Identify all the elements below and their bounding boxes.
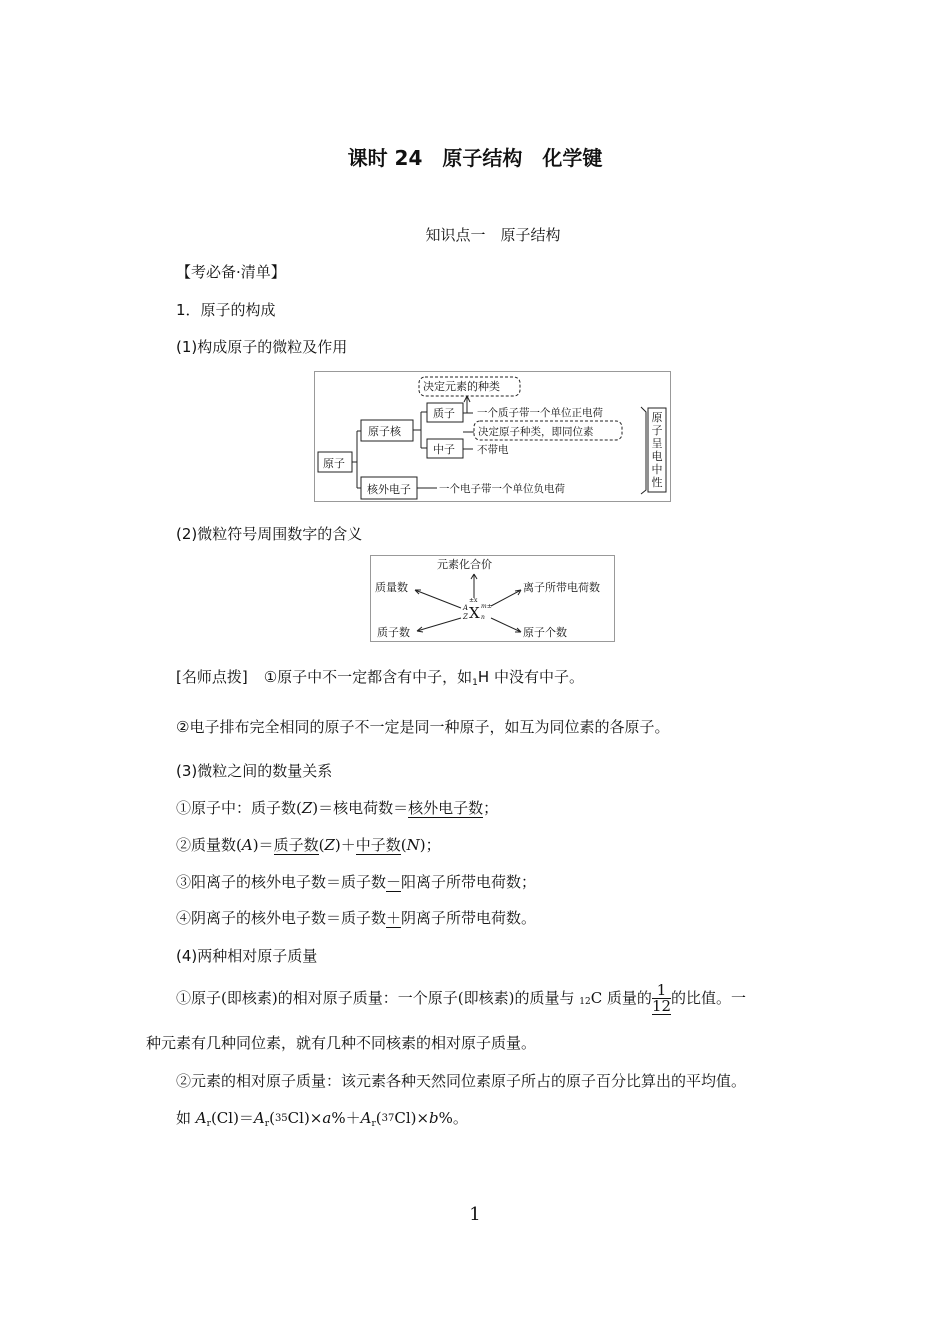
relation-4 xyxy=(176,907,536,928)
relation-3 xyxy=(176,871,536,892)
rel-text: ( xyxy=(400,836,407,854)
heading-1-2: (2)微粒符号周围数字的含义 xyxy=(176,525,363,543)
eq-sub-r: r xyxy=(371,1119,376,1129)
rel-answer: ＋ xyxy=(386,909,402,927)
rel-text: )＝核电荷数＝ xyxy=(312,799,409,817)
electron-charge-label: 一个电子带一个单位负电荷 xyxy=(439,483,565,495)
tip-line-1 xyxy=(176,666,584,688)
nucleus-label: 原子核 xyxy=(368,425,401,438)
eq-sub-r: r xyxy=(264,1119,270,1129)
rel-answer: 核外电子数 xyxy=(408,799,484,817)
var-a: A xyxy=(241,836,253,854)
relation-2 xyxy=(176,834,441,855)
section-heading: 知识点一 原子结构 xyxy=(425,226,561,244)
symbol-notation-diagram xyxy=(371,556,614,641)
mass-term: 即核素 xyxy=(463,989,509,1007)
isotope-prefix: 12 xyxy=(579,997,591,1007)
rel-text: 阳离子所带电荷数； xyxy=(401,873,537,891)
atom-structure-figure xyxy=(314,371,671,502)
eq-text: %。 xyxy=(438,1109,468,1127)
eq-text: 如 xyxy=(176,1109,196,1127)
eq-text: Cl)× xyxy=(394,1109,430,1127)
relation-1 xyxy=(176,797,498,818)
page-number: 1 xyxy=(469,1204,481,1225)
eq-sub-r: r xyxy=(206,1119,211,1129)
var-a: a xyxy=(322,1109,332,1127)
fraction-one-twelfth xyxy=(652,983,671,1015)
fraction-denominator: 12 xyxy=(651,997,672,1015)
rel-text: ( xyxy=(318,836,325,854)
isotope-prefix: 37 xyxy=(381,1113,395,1124)
proton-charge-label: 一个质子带一个单位正电荷 xyxy=(477,407,603,419)
fraction-numerator: 1 xyxy=(652,983,671,999)
neutron-label: 中子 xyxy=(433,443,455,456)
symbol-mass: A xyxy=(463,604,469,612)
isotope-prefix: 35 xyxy=(274,1113,288,1124)
neutral-char: 原 xyxy=(651,411,663,424)
neutral-char: 呈 xyxy=(651,437,663,450)
var-z: Z xyxy=(301,799,313,817)
symbol-valence: ±x xyxy=(469,597,478,604)
symbol-proton: Z xyxy=(463,613,468,621)
symbol-charge: m± xyxy=(481,603,492,610)
atom-label: 原子 xyxy=(323,457,345,470)
mass-number-label: 质量数 xyxy=(375,581,408,594)
var-b: b xyxy=(429,1109,439,1127)
symbol-element: X xyxy=(469,604,480,622)
decide-atom-label: 决定原子种类，即同位素 xyxy=(478,426,594,438)
neutral-char: 性 xyxy=(651,476,663,489)
mass-paragraph-1-cont: 种元素有几种同位素，就有几种不同核素的相对原子质量。 xyxy=(146,1034,537,1052)
tip-text-1a: ①原子中不一定都含有中子，如 xyxy=(263,668,473,686)
eq-text: ( xyxy=(269,1109,275,1127)
tip-label: [名师点拨] xyxy=(176,668,248,686)
rel-text: )＝ xyxy=(252,836,274,854)
heading-1-1: (1)构成原子的微粒及作用 xyxy=(176,338,348,356)
symbol-notation-figure xyxy=(370,555,615,642)
rel-answer: － xyxy=(386,873,402,891)
mass-text: C 质量的 xyxy=(590,989,652,1007)
mass-text: ①原子( xyxy=(176,989,227,1007)
mass-text: 的比值。一 xyxy=(671,989,747,1007)
rel-text: )； xyxy=(419,836,441,854)
electrons-label: 核外电子 xyxy=(367,483,411,496)
rel-text: ④阴离子的核外电子数＝质子数 xyxy=(176,909,387,927)
eq-ar: A xyxy=(195,1109,207,1127)
decide-element-label: 决定元素的种类 xyxy=(423,380,500,393)
mass-text: )的质量与 xyxy=(508,989,580,1007)
atom-count-label: 原子个数 xyxy=(523,626,567,639)
symbol-count: n xyxy=(481,614,485,621)
eq-text: Cl)× xyxy=(287,1109,323,1127)
no-charge-label: 不带电 xyxy=(477,444,509,456)
neutral-char: 子 xyxy=(651,424,663,437)
mass-term: 即核素 xyxy=(226,989,272,1007)
mass-paragraph-2: ②元素的相对原子质量：该元素各种天然同位素原子所占的原子百分比算出的平均值。 xyxy=(176,1072,747,1090)
tip-line-2: ②电子排布完全相同的原子不一定是同一种原子，如互为同位素的各原子。 xyxy=(176,718,670,736)
neutral-char: 中 xyxy=(651,463,663,476)
mass-equation xyxy=(176,1107,468,1129)
rel-answer: 中子数 xyxy=(355,836,401,854)
rel-text: )＋ xyxy=(334,836,356,854)
eq-ar: A xyxy=(253,1109,265,1127)
rel-text: ； xyxy=(483,799,499,817)
proton-number-label: 质子数 xyxy=(377,626,410,639)
ion-charge-label: 离子所带电荷数 xyxy=(523,581,600,594)
eq-text: %＋ xyxy=(331,1109,361,1127)
atom-structure-diagram xyxy=(315,372,670,501)
heading-1-4: (4)两种相对原子质量 xyxy=(176,947,318,965)
mass-paragraph-1 xyxy=(176,983,746,1015)
rel-text: ③阳离子的核外电子数＝质子数 xyxy=(176,873,387,891)
mass-text: )的相对原子质量：一个原子( xyxy=(271,989,464,1007)
valence-label: 元素化合价 xyxy=(437,558,492,571)
rel-answer: 质子数 xyxy=(273,836,319,854)
var-z: Z xyxy=(324,836,335,854)
proton-label: 质子 xyxy=(433,407,455,420)
heading-1-3: (3)微粒之间的数量关系 xyxy=(176,762,333,780)
heading-1: 1．原子的构成 xyxy=(176,301,276,319)
page-title: 课时 24 原子结构 化学键 xyxy=(347,146,603,170)
rel-text: ②质量数( xyxy=(176,836,242,854)
tip-subscript: 1 xyxy=(472,678,478,688)
neutral-char: 电 xyxy=(651,450,663,463)
rel-text: 阴离子所带电荷数。 xyxy=(401,909,537,927)
tip-text-1b: H 中没有中子。 xyxy=(477,668,584,686)
eq-text: ( xyxy=(375,1109,382,1127)
list-header: 【考必备·清单】 xyxy=(176,263,286,281)
eq-ar: A xyxy=(360,1109,372,1127)
eq-text: (Cl)＝ xyxy=(210,1109,254,1127)
var-n: N xyxy=(406,836,420,854)
rel-text: ①原子中：质子数( xyxy=(176,799,302,817)
